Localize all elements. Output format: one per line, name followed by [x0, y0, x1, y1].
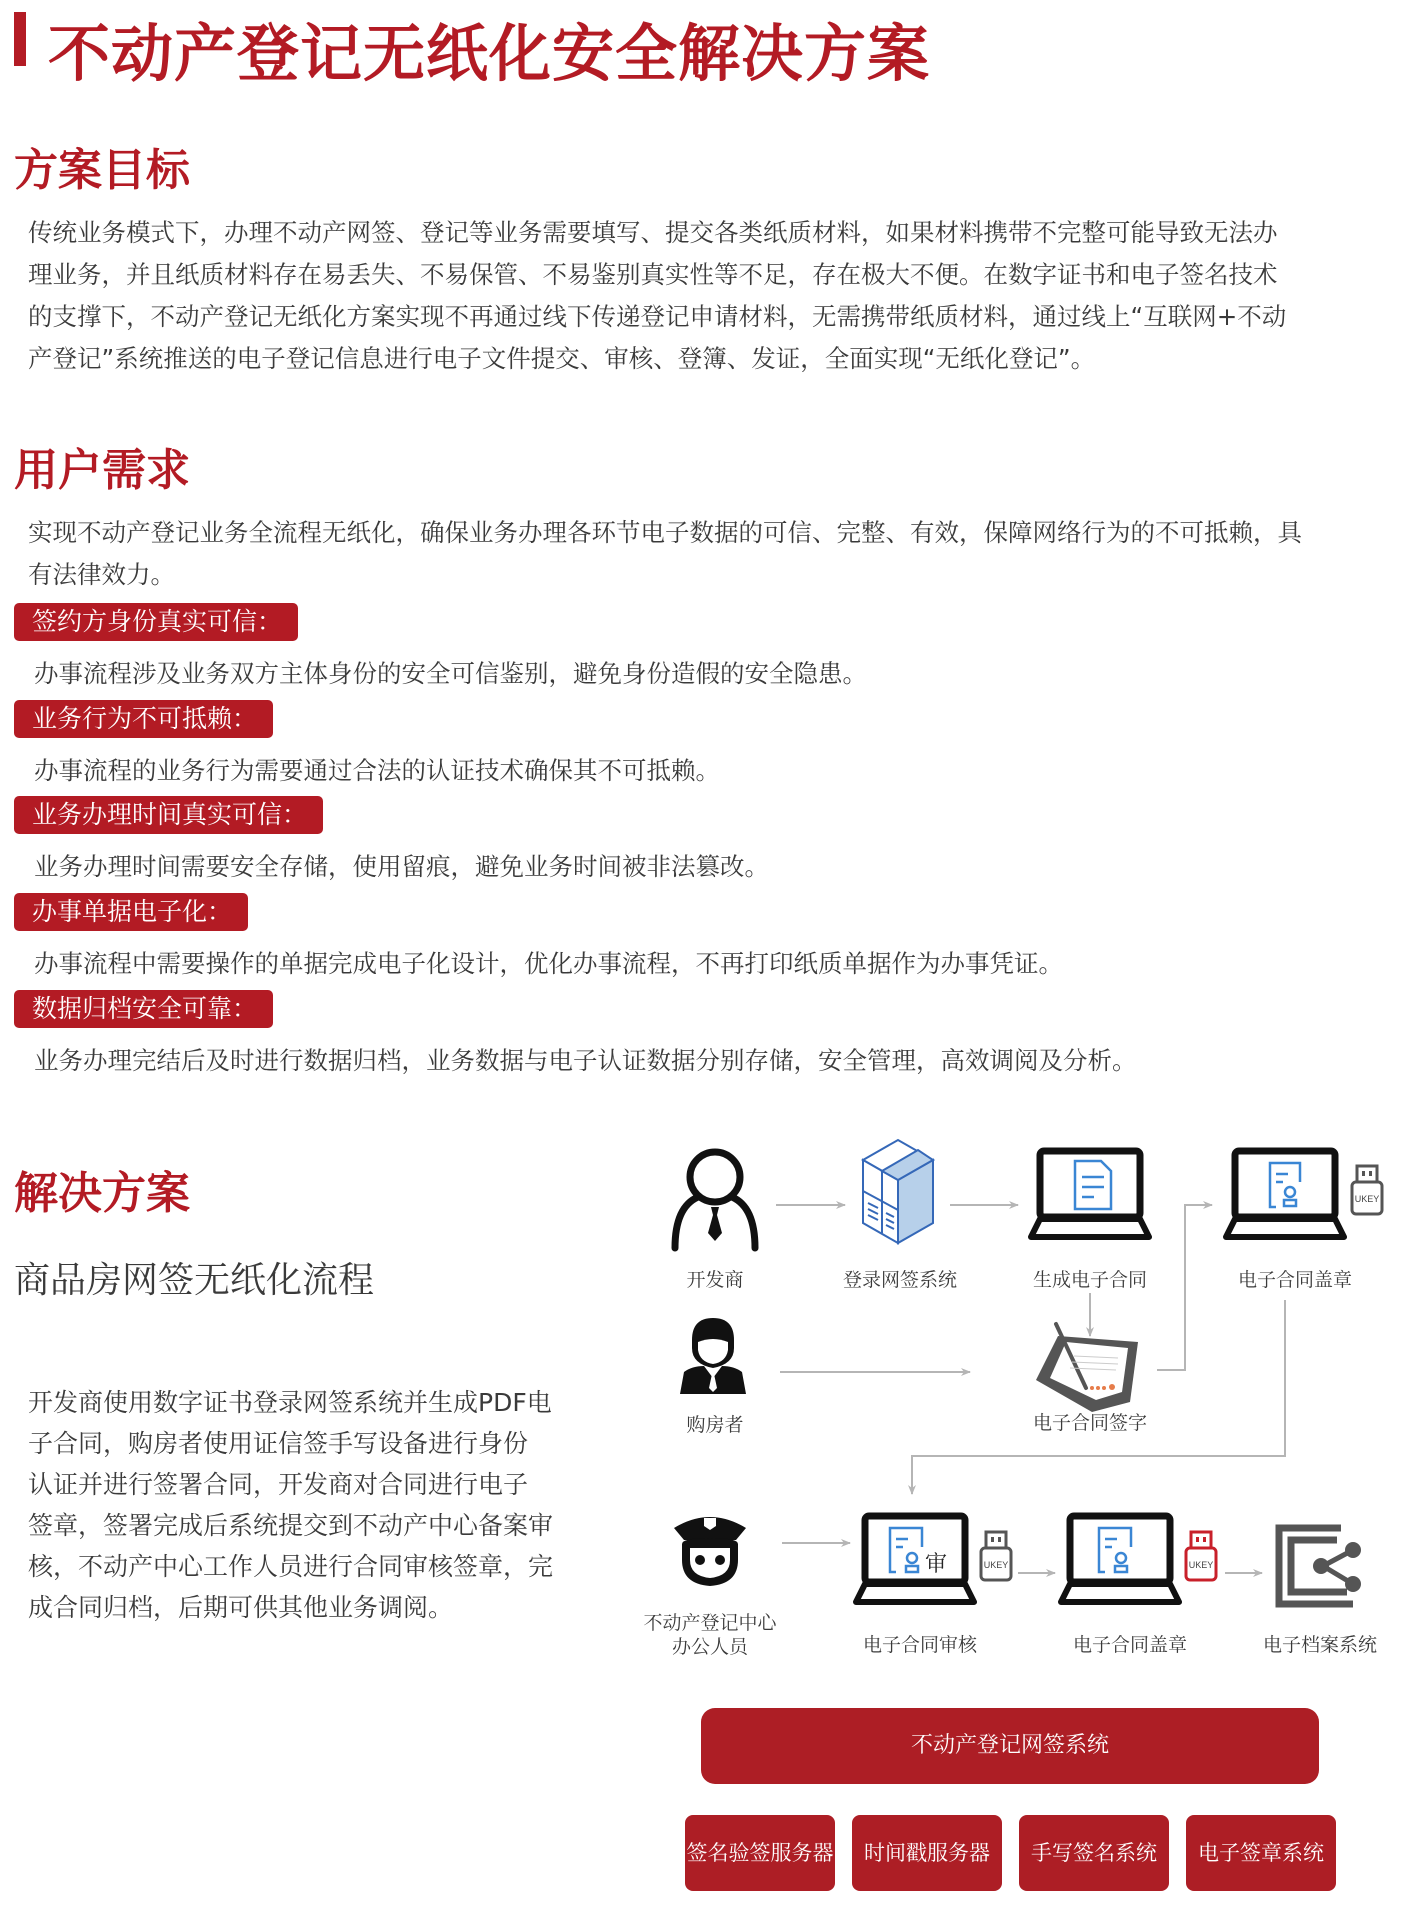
- goal-line: 理业务，并且纸质材料存在易丢失、不易保管、不易鉴别真实性等不足，存在极大不便。在数字证书和电子签名技术: [28, 260, 1278, 289]
- node-seal1-label: 电子合同盖章: [1237, 1269, 1352, 1291]
- need-desc-time: 业务办理时间需要安全存储，使用留痕，避免业务时间被非法篡改。: [34, 852, 769, 881]
- solution-line: 签章，签署完成后系统提交到不动产中心备案审: [28, 1511, 554, 1540]
- archive-share-icon: [1275, 1520, 1365, 1610]
- developer-icon: [670, 1145, 760, 1255]
- node-sign-label: 电子合同签字: [1032, 1412, 1147, 1434]
- review-glyph: 审: [924, 1552, 948, 1577]
- need-tag-paperless: 办事单据电子化：: [14, 893, 248, 931]
- goal-heading: 方案目标: [14, 145, 190, 196]
- need-desc-nonrepudiation: 办事流程的业务行为需要通过合法的认证技术确保其不可抵赖。: [34, 756, 720, 785]
- solution-line: 子合同，购房者使用证信签手写设备进行身份: [28, 1429, 529, 1458]
- need-desc-archive: 业务办理完结后及时进行数据归档，业务数据与电子认证数据分别存储，安全管理，高效调阅及分析。: [34, 1046, 1137, 1075]
- need-tag-time: 业务办理时间真实可信：: [14, 796, 323, 834]
- buyer-icon: [678, 1316, 748, 1396]
- solution-subtitle: 商品房网签无纸化流程: [14, 1260, 375, 1301]
- platform-box: 不动产登记网签系统: [701, 1708, 1319, 1784]
- laptop-review-icon: [850, 1512, 980, 1607]
- needs-line: 实现不动产登记业务全流程无纸化，确保业务办理各环节电子数据的可信、完整、有效，保障网络行为的不可抵赖，具: [28, 518, 1302, 547]
- node-developer-label: 开发商: [686, 1269, 744, 1291]
- server-icon: [858, 1135, 948, 1245]
- ukey-label: UKEY: [1188, 1560, 1214, 1570]
- need-tag-archive: 数据归档安全可靠：: [14, 990, 273, 1028]
- solution-line: 认证并进行签署合同，开发商对合同进行电子: [28, 1470, 529, 1499]
- need-tag-nonrepudiation: 业务行为不可抵赖：: [14, 700, 273, 738]
- node-officer-line2: 办公人员: [671, 1636, 748, 1658]
- service-box-esignature-system: 电子签章系统: [1186, 1815, 1336, 1891]
- node-review-label: 电子合同审核: [862, 1634, 977, 1656]
- laptop-document-icon: [1025, 1147, 1155, 1242]
- need-desc-paperless: 办事流程中需要操作的单据完成电子化设计，优化办事流程，不再打印纸质单据作为办事凭证。: [34, 949, 1063, 978]
- needs-line: 有法律效力。: [28, 560, 175, 589]
- ukey-icon: [1349, 1164, 1385, 1216]
- service-box-handwriting-system: 手写签名系统: [1019, 1815, 1169, 1891]
- node-generate-label: 生成电子合同: [1032, 1269, 1147, 1291]
- goal-line: 传统业务模式下，办理不动产网签、登记等业务需要填写、提交各类纸质材料，如果材料携带不完整可能导致无法办: [28, 218, 1278, 247]
- solution-heading: 解决方案: [14, 1168, 190, 1219]
- service-box-timestamp-server: 时间戳服务器: [852, 1815, 1002, 1891]
- node-buyer-label: 购房者: [686, 1414, 744, 1436]
- node-seal2-label: 电子合同盖章: [1072, 1634, 1187, 1656]
- goal-line: 的支撑下，不动产登记无纸化方案实现不再通过线下传递登记申请材料，无需携带纸质材料，通过线上“互联网+不动: [28, 302, 1287, 331]
- laptop-seal2-icon: [1055, 1512, 1185, 1607]
- ukey-label: UKEY: [1354, 1194, 1380, 1204]
- officer-icon: [668, 1508, 752, 1588]
- ukey-icon: [978, 1530, 1014, 1582]
- ukey-red-icon: [1183, 1530, 1219, 1582]
- needs-heading: 用户需求: [14, 445, 190, 496]
- solution-line: 核，不动产中心工作人员进行合同审核签章，完: [28, 1552, 554, 1581]
- node-officer-label: [625, 1611, 795, 1659]
- solution-line: 成合同归档，后期可供其他业务调阅。: [28, 1593, 454, 1622]
- node-archive-label: 电子档案系统: [1262, 1634, 1377, 1656]
- node-login-label: 登录网签系统: [842, 1269, 957, 1291]
- service-box-signature-server: 签名验签服务器: [685, 1815, 835, 1891]
- laptop-seal-icon: [1220, 1147, 1350, 1242]
- goal-line: 产登记”系统推送的电子登记信息进行电子文件提交、审核、登簿、发证，全面实现“无纸化登记”。: [28, 344, 1096, 373]
- signature-pad-icon: [1030, 1322, 1150, 1412]
- need-tag-identity: 签约方身份真实可信：: [14, 603, 298, 641]
- solution-line: 开发商使用数字证书登录网签系统并生成PDF电: [28, 1388, 552, 1417]
- page-title: 不动产登记无纸化安全解决方案: [48, 17, 931, 90]
- need-desc-identity: 办事流程涉及业务双方主体身份的安全可信鉴别，避免身份造假的安全隐患。: [34, 659, 867, 688]
- node-officer-line1: 不动产登记中心: [643, 1612, 777, 1634]
- ukey-label: UKEY: [983, 1560, 1009, 1570]
